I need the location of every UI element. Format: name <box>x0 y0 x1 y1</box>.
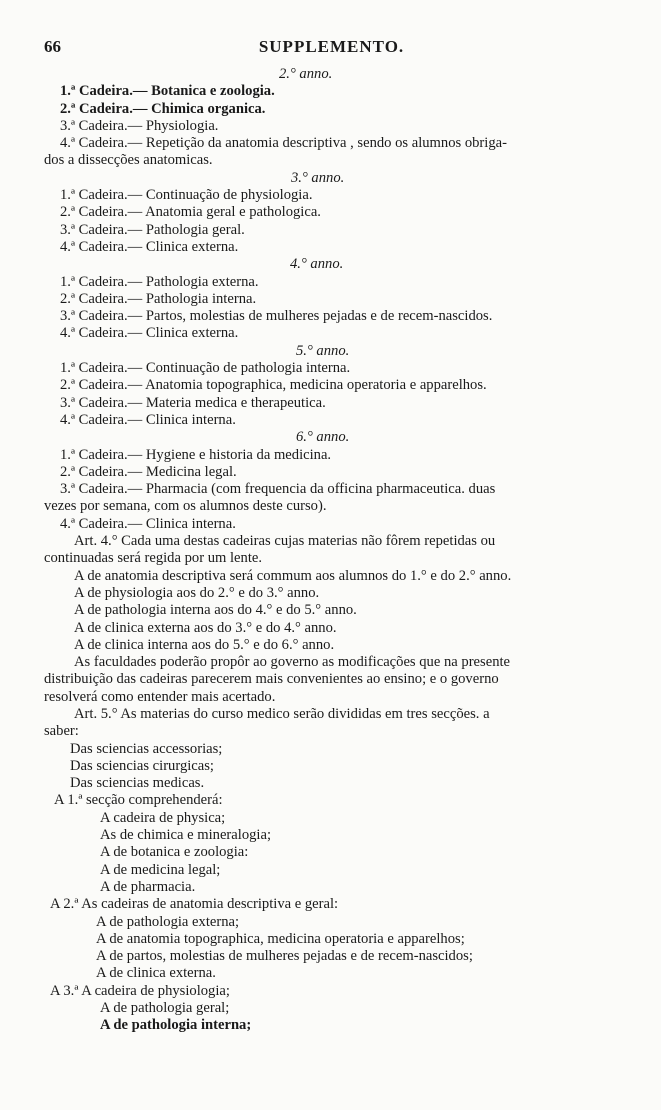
text-line: A de pathologia interna; <box>100 1017 252 1034</box>
text-line: 4.ª Cadeira.— Clinica externa. <box>60 325 239 342</box>
text-line: Das sciencias accessorias; <box>70 740 223 757</box>
text-line: 5.° anno. <box>296 342 350 359</box>
text-line: 4.ª Cadeira.— Clinica interna. <box>60 515 236 532</box>
text-line: 3.ª Cadeira.— Pharmacia (com frequencia da officina pharmaceutica. duas <box>60 481 496 498</box>
text-line: 1.ª Cadeira.— Continuação de physiologia. <box>60 187 313 204</box>
text-line: A de pharmacia. <box>100 878 196 895</box>
text-line: 3.° anno. <box>291 169 345 186</box>
text-line: A de physiologia aos do 2.° e do 3.° anno. <box>74 584 320 601</box>
text-line: 1.ª Cadeira.— Botanica e zoologia. <box>60 83 275 100</box>
text-line: A de clinica externa. <box>96 965 216 982</box>
text-line: 3.ª Cadeira.— Materia medica e therapeutica. <box>60 394 326 411</box>
page-header <box>44 38 619 58</box>
text-line: Das sciencias medicas. <box>70 775 205 792</box>
text-line: dos a dissecções anatomicas. <box>44 152 213 169</box>
text-line: vezes por semana, com os alumnos deste curso). <box>44 498 327 515</box>
text-line: 1.ª Cadeira.— Pathologia externa. <box>60 273 259 290</box>
text-line: 2.° anno. <box>279 66 333 82</box>
page-number: 66 <box>44 37 61 56</box>
text-line: Art. 5.° As materias do curso medico serão divididas em tres secções. a <box>74 705 490 722</box>
text-line: 2.ª Cadeira.— Chimica organica. <box>60 100 266 117</box>
text-line: A de botanica e zoologia: <box>100 844 249 861</box>
text-line: 1.ª Cadeira.— Hygiene e historia da medicina. <box>60 446 332 463</box>
text-line: A de anatomia descriptiva será commum aos alumnos do 1.° e do 2.° anno. <box>74 567 512 584</box>
text-line: A de clinica externa aos do 3.° e do 4.° anno. <box>74 619 337 636</box>
text-line: A de partos, molestias de mulheres pejadas e de recem-nascidos; <box>96 948 473 965</box>
text-line: As faculdades poderão propôr ao governo as modificações que na presente <box>74 654 511 671</box>
text-line: 4.ª Cadeira.— Clinica interna. <box>60 411 236 428</box>
text-line: saber: <box>44 723 79 740</box>
running-title: SUPPLEMENTO. <box>258 37 405 56</box>
text-line: A 2.ª As cadeiras de anatomia descriptiva e geral: <box>50 896 339 913</box>
text-line: A de pathologia interna aos do 4.° e do 5.° anno. <box>74 602 357 619</box>
text-line: 3.ª Cadeira.— Physiologia. <box>60 117 219 134</box>
text-line: continuadas será regida por um lente. <box>44 550 263 567</box>
text-line: A de pathologia externa; <box>96 913 240 930</box>
text-line: A 3.ª A cadeira de physiologia; <box>50 982 230 999</box>
text-line: 4.° anno. <box>290 256 344 273</box>
text-line: A de anatomia topographica, medicina operatoria e apparelhos; <box>96 930 465 947</box>
text-line: resolverá como entender mais acertado. <box>44 688 276 705</box>
text-line: A de pathologia geral; <box>100 1000 230 1017</box>
text-line: 2.ª Cadeira.— Anatomia topographica, medicina operatoria e apparelhos. <box>60 377 487 394</box>
text-line: A 1.ª secção comprehenderá: <box>54 792 223 809</box>
text-line: 2.ª Cadeira.— Medicina legal. <box>60 463 237 480</box>
text-line: A cadeira de physica; <box>100 809 226 826</box>
text-line: Art. 4.° Cada uma destas cadeiras cujas materias não fôrem repetidas ou <box>74 533 496 550</box>
text-line: A de clinica interna aos do 5.° e do 6.° anno. <box>74 636 335 653</box>
text-line: 3.ª Cadeira.— Pathologia geral. <box>60 221 245 238</box>
text-line: 1.ª Cadeira.— Continuação de pathologia interna. <box>60 360 351 377</box>
text-line: 2.ª Cadeira.— Anatomia geral e pathologica. <box>60 204 321 221</box>
text-line: 4.ª Cadeira.— Repetição da anatomia descriptiva , sendo os alumnos obriga- <box>60 135 507 152</box>
text-line: As de chimica e mineralogia; <box>100 827 272 844</box>
text-line: Das sciencias cirurgicas; <box>70 757 214 774</box>
text-line: 6.° anno. <box>296 429 350 446</box>
text-line: 2.ª Cadeira.— Pathologia interna. <box>60 290 257 307</box>
text-line: A de medicina legal; <box>100 861 221 878</box>
document-body <box>44 66 616 1035</box>
text-line: distribuição das cadeiras parecerem mais convenientes ao ensino; e o governo <box>44 671 499 688</box>
text-line: 3.ª Cadeira.— Partos, molestias de mulheres pejadas e de recem-nascidos. <box>60 308 493 325</box>
text-line: 4.ª Cadeira.— Clinica externa. <box>60 238 239 255</box>
